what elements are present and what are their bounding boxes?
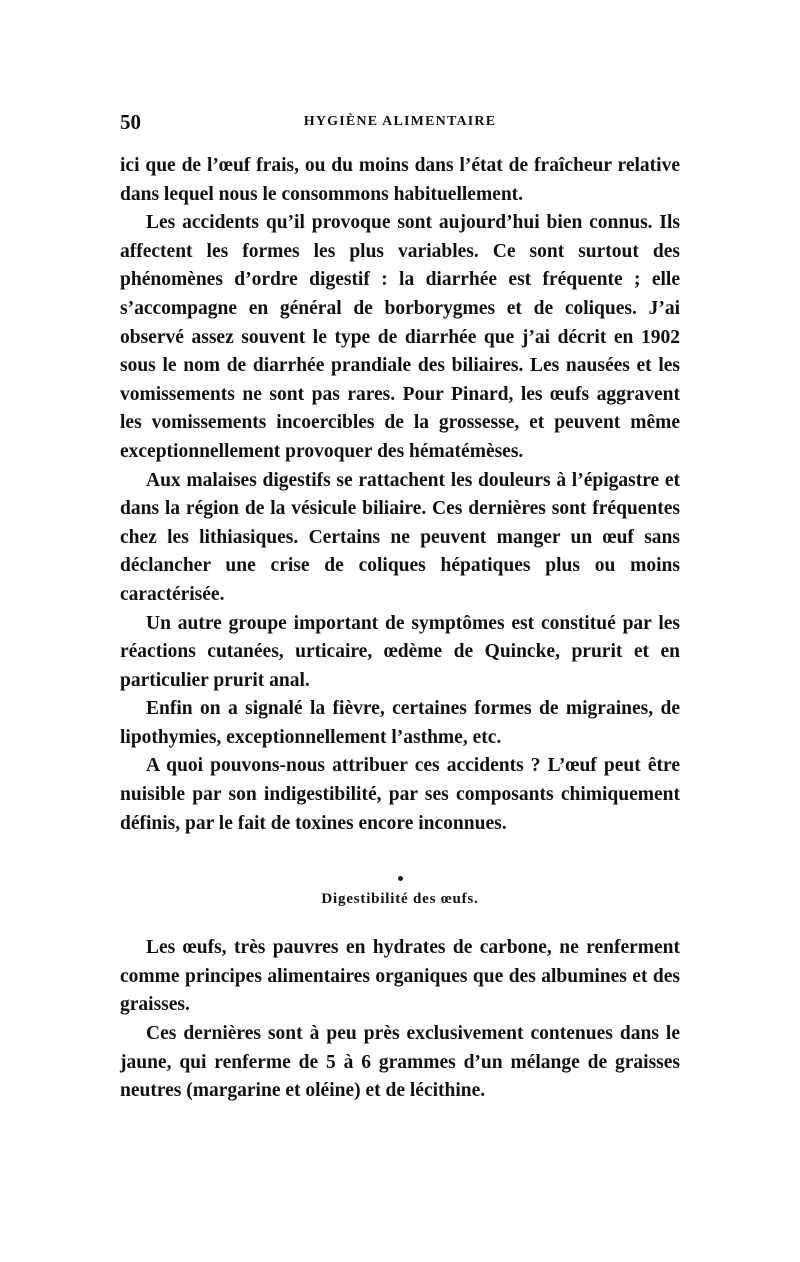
paragraph-fievre: Enfin on a signalé la fièvre, certaines formes de migraines, de lipothymies, exceptionnellement l’asthme, etc. <box>120 698 680 748</box>
book-page <box>120 110 680 1106</box>
page-number: 50 <box>120 110 141 134</box>
paragraph-attribution: A quoi pouvons-nous attribuer ces accidents ? L’œuf peut être nuisible par son indigestibilité, par ses composants chimiquement définis, par le fait de toxines encore inconnues. <box>120 755 680 834</box>
paragraph-continuation: ici que de l’œuf frais, ou du moins dans l’état de fraîcheur relative dans lequel nous le consommons habituellement. <box>120 155 680 205</box>
section-spacer <box>120 838 680 876</box>
section-mark-dot <box>398 876 403 881</box>
paragraph-accidents: Les accidents qu’il provoque sont aujourd’hui bien connus. Ils affectent les formes les plus variables. Ce sont surtout des phénomènes d’ordre digestif : la diarrhée est fréquente ; elle s’accompagne en général de borborygmes et de coliques. J’ai observé assez souvent le type de diarrhée que j’ai décrit en 1902 sous le nom de diarrhée prandiale des biliaires. Les nausées et les vomissements ne sont pas rares. Pour Pinard, les œufs aggravent les vomissements incoercibles de la grossesse, et peuvent même exceptionnellement provoquer des hématémèses. <box>120 212 680 462</box>
paragraph-graisses-jaune: Ces dernières sont à peu près exclusivement contenues dans le jaune, qui renferme de 5 à 6 grammes d’un mélange de graisses neutres (margarine et oléine) et de lécithine. <box>120 1023 680 1102</box>
paragraph-oeufs-pauvres: Les œufs, très pauvres en hydrates de carbone, ne renferment comme principes alimentaires organiques que des albumines et des graisses. <box>120 937 680 1016</box>
running-head <box>120 110 680 138</box>
running-title: HYGIÈNE ALIMENTAIRE <box>303 114 497 129</box>
paragraph-malaises-digestifs: Aux malaises digestifs se rattachent les douleurs à l’épigastre et dans la région de la vésicule biliaire. Ces dernières sont fréquentes chez les lithiasiques. Certains ne peuvent manger un œuf sans déclancher une crise de coliques hépatiques plus ou moins caractérisée. <box>120 469 680 605</box>
section-heading: Digestibilité des œufs. <box>321 891 479 908</box>
paragraph-reactions-cutanees: Un autre groupe important de symptômes est constitué par les réactions cutanées, urticaire, œdème de Quincke, prurit et en particulier prurit anal. <box>120 612 680 691</box>
